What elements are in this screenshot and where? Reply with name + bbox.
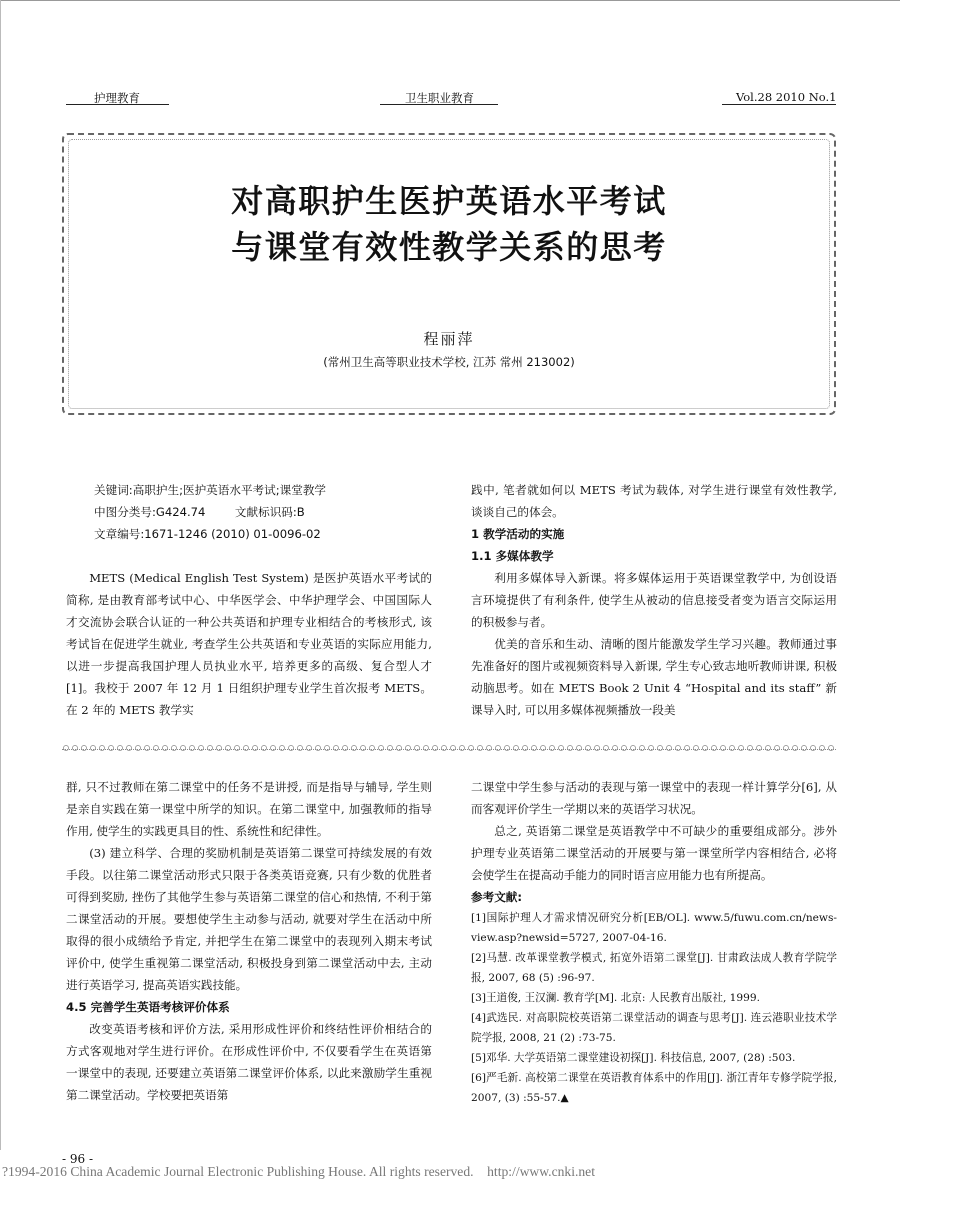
scan-edge-left	[0, 0, 1, 1150]
references-heading: 参考文献:	[471, 890, 523, 904]
section-heading-4-5: 4.5 完善学生英语考核评价体系	[66, 1000, 230, 1014]
header-volume: Vol.28 2010 No.1	[736, 90, 837, 104]
section-divider-line	[62, 749, 836, 750]
keywords: 关键词:高职护生;医护英语水平考试;课堂教学	[94, 483, 327, 497]
lower-left-column	[66, 776, 432, 1106]
author-name: 程丽萍	[423, 330, 475, 348]
end-mark-icon: ▲	[560, 1092, 569, 1104]
author-affiliation: (常州卫生高等职业技术学校, 江苏 常州 213002)	[323, 355, 575, 369]
intro-block	[66, 567, 432, 721]
body-paragraph: (3) 建立科学、合理的奖励机制是英语第二课堂可持续发展的有效手段。以往第二课堂活动形式只限于各类英语竞赛, 只有少数的优胜者可得到奖励, 挫伤了其他学生参与英语第二课堂的信心和热情, 不利于第二课堂活动的开展。要想使学生主动参与活动, 就要对学生在活动中所取得的很小成绩给予肯定, 并把学生在第二课堂中的表现列入期末考试评价中, 使学生重视第二课堂活动, 积极投身到第二课堂活动中去, 主动进行英语学习, 提高英语实践技能。	[66, 846, 432, 992]
paragraph-continued: 群, 只不过教师在第二课堂中的任务不是讲授, 而是指导与辅导, 学生则是亲自实践在第一课堂中所学的知识。在第二课堂中, 加强教师的指导作用, 使学生的实践更具目的性、系统性和纪律性。	[66, 780, 432, 838]
scan-edge-top	[0, 0, 900, 1]
article-number: 文章编号:1671-1246 (2010) 01-0096-02	[94, 527, 321, 541]
paragraph-continued: 二课堂中学生参与活动的表现与第一课堂中的表现一样计算学分[6], 从而客观评价学生一学期以来的英语学习状况。	[471, 780, 837, 816]
reference-item: [2]马慧. 改革课堂教学模式, 拓宽外语第二课堂[J]. 甘肃政法成人教育学院学报, 2007, 68 (5) :96-97.	[471, 952, 837, 984]
body-paragraph: 优美的音乐和生动、清晰的图片能激发学生学习兴趣。教师通过事先准备好的图片或视频资料导入新课, 学生专心致志地听教师讲课, 积极动脑思考。如在 METS Book 2 Unit 4 “Hospital and its staff” 新课导入时, 可以用多媒体视频播放一段美	[471, 637, 837, 717]
conclusion-paragraph: 总之, 英语第二课堂是英语教学中不可缺少的重要组成部分。涉外护理专业英语第二课堂活动的开展要与第一课堂所学内容相结合, 必将会使学生在提高动手能力的同时语言应用能力也有所提高。	[471, 824, 837, 882]
upper-right-column	[471, 479, 837, 721]
reference-item: [3]王道俊, 王汉澜. 教育学[M]. 北京: 人民教育出版社, 1999.	[471, 992, 761, 1004]
header-journal: 卫生职业教育	[405, 91, 474, 105]
header-rule-center	[380, 104, 498, 105]
upper-left-column	[94, 479, 432, 545]
page-number: - 96 -	[62, 1152, 94, 1166]
paragraph-continued: 践中, 笔者就如何以 METS 考试为载体, 对学生进行课堂有效性教学, 谈谈自己的体会。	[471, 483, 837, 519]
header-rule-right	[722, 104, 836, 105]
article-title-line2: 与课堂有效性教学关系的思考	[231, 228, 667, 266]
article-title-line1: 对高职护生医护英语水平考试	[231, 182, 667, 220]
section-heading-1-1: 1.1 多媒体教学	[471, 549, 554, 563]
reference-item: [5]邓华. 大学英语第二课堂建设初探[J]. 科技信息, 2007, (28) :503.	[471, 1052, 796, 1064]
lower-right-column	[471, 776, 837, 1108]
header-section: 护理教育	[94, 91, 140, 105]
body-paragraph: 利用多媒体导入新课。将多媒体运用于英语课堂教学中, 为创设语言环境提供了有利条件, 使学生从被动的信息接受者变为语言交际运用的积极参与者。	[471, 571, 837, 629]
intro-paragraph: METS (Medical English Test System) 是医护英语水平考试的简称, 是由教育部考试中心、中华医学会、中华护理学会、中国国际人才交流协会联合认证的一种公共英语和护理专业相结合的考核形式, 该考试旨在促进学生就业, 考查学生公共英语和专业英语的实际应用能力, 以进一步提高我国护理人员执业水平, 培养更多的高级、复合型人才[1]。我校于 2007 年 12 月 1 日组织护理专业学生首次报考 METS。在 2 年的 METS 教学实	[66, 571, 432, 717]
reference-item: [6]严毛新. 高校第二课堂在英语教育体系中的作用[J]. 浙江青年专修学院学报, 2007, (3) :55-57.▲	[471, 1072, 837, 1104]
section-heading-1: 1 教学活动的实施	[471, 527, 565, 541]
reference-list	[471, 908, 837, 1108]
body-paragraph: 改变英语考核和评价方法, 采用形成性评价和终结性评价相结合的方式客观地对学生进行评价。在形成性评价中, 不仅要看学生在英语第一课堂中的表现, 还要建立英语第二课堂评价体系, 以此来激励学生重视第二课堂活动。学校要把英语第	[66, 1022, 432, 1102]
reference-item: [4]武选民. 对高职院校英语第二课堂活动的调查与思考[J]. 连云港职业技术学院学报, 2008, 21 (2) :73-75.	[471, 1012, 837, 1044]
copyright-footer: ?1994-2016 China Academic Journal Electronic Publishing House. All rights reserved. http://www.cnki.net	[2, 1164, 595, 1179]
reference-item: [1]国际护理人才需求情况研究分析[EB/OL]. www.5/fuwu.com.cn/news-view.asp?newsid=5727, 2007-04-16.	[471, 912, 837, 944]
classification-code: 中图分类号:G424.74 文献标识码:B	[94, 505, 305, 519]
section-divider-wave	[62, 744, 836, 752]
header-rule-left	[66, 104, 169, 105]
